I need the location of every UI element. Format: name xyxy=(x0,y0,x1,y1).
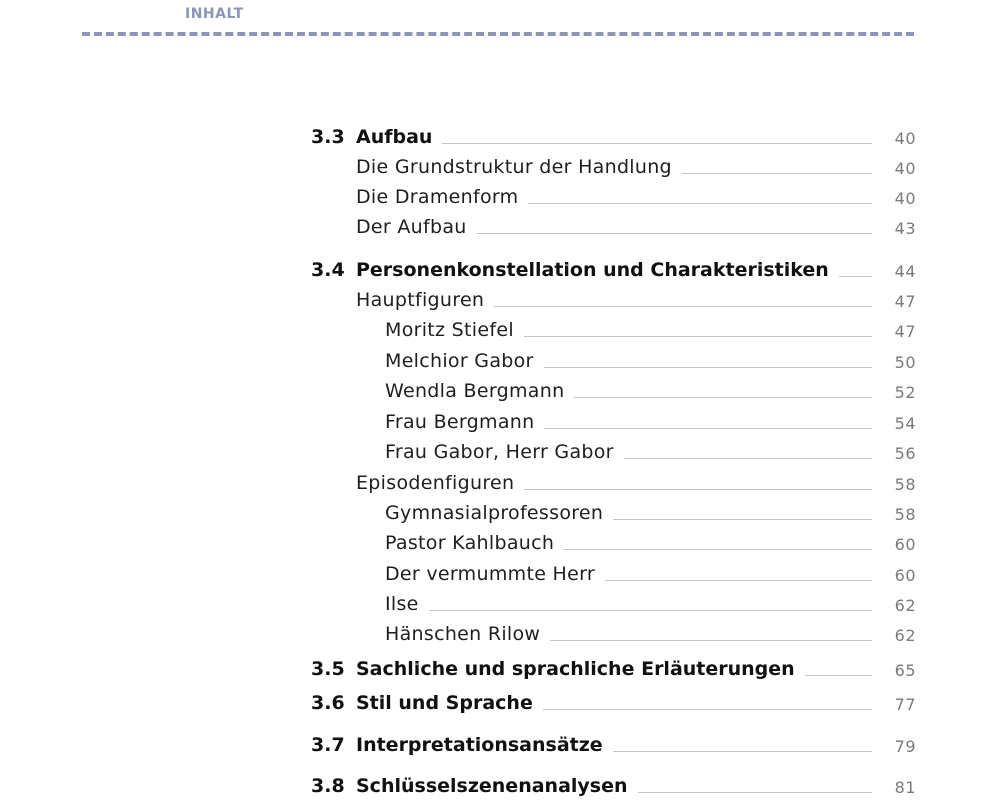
page-number: 77 xyxy=(894,695,916,714)
page-number: 62 xyxy=(894,596,916,615)
page-number: 40 xyxy=(894,159,916,178)
page-number: 60 xyxy=(894,535,916,554)
character-entry-title: Melchior Gabor xyxy=(385,346,544,376)
toc-entry[interactable] xyxy=(0,182,1000,212)
toc-entry[interactable] xyxy=(0,376,1000,406)
toc-entry[interactable] xyxy=(0,688,1000,718)
section-number: 3.5 xyxy=(311,658,345,680)
subsection-title: Hauptfiguren xyxy=(356,285,494,315)
section-number: 3.8 xyxy=(311,775,345,797)
character-entry-title: Frau Bergmann xyxy=(385,407,544,437)
section-number: 3.7 xyxy=(311,734,345,756)
page-number: 65 xyxy=(894,661,916,680)
toc-entry[interactable] xyxy=(0,619,1000,649)
toc-entry[interactable] xyxy=(0,285,1000,315)
page-number: 47 xyxy=(894,322,916,341)
page-number: 43 xyxy=(894,219,916,238)
character-entry-title: Gymnasialprofessoren xyxy=(385,498,613,528)
section-title: Schlüsselszenenanalysen xyxy=(356,771,638,801)
toc-entry[interactable] xyxy=(0,407,1000,437)
section-title: Personenkonstellation und Charakteristiken xyxy=(356,255,839,285)
subsection-title: Die Grundstruktur der Handlung xyxy=(356,152,682,182)
toc-entry[interactable] xyxy=(0,498,1000,528)
toc-entry[interactable] xyxy=(0,255,1000,285)
character-entry-title: Der vermummte Herr xyxy=(385,559,605,589)
section-number: 3.4 xyxy=(311,259,345,281)
toc-entry[interactable] xyxy=(0,152,1000,182)
page-number: 44 xyxy=(894,262,916,281)
toc-entry[interactable] xyxy=(0,654,1000,684)
toc-entry[interactable] xyxy=(0,468,1000,498)
character-entry-title: Moritz Stiefel xyxy=(385,315,524,345)
character-entry-title: Pastor Kahlbauch xyxy=(385,528,564,558)
page-number: 62 xyxy=(894,626,916,645)
section-number: 3.6 xyxy=(311,692,345,714)
page-number: 47 xyxy=(894,292,916,311)
toc-entry[interactable] xyxy=(0,122,1000,152)
section-title: Interpretationsansätze xyxy=(356,730,613,760)
section-number: 3.3 xyxy=(311,126,345,148)
page-number: 54 xyxy=(894,414,916,433)
character-entry-title: Ilse xyxy=(385,589,429,619)
page-number: 40 xyxy=(894,129,916,148)
subsection-title: Der Aufbau xyxy=(356,212,477,242)
section-header-label: INHALT xyxy=(185,6,244,22)
toc-entry[interactable] xyxy=(0,346,1000,376)
page-number: 52 xyxy=(894,383,916,402)
page-number: 79 xyxy=(894,737,916,756)
toc-entry[interactable] xyxy=(0,730,1000,760)
toc-entry[interactable] xyxy=(0,528,1000,558)
section-title: Aufbau xyxy=(356,122,442,152)
page-number: 50 xyxy=(894,353,916,372)
subsection-title: Die Dramenform xyxy=(356,182,528,212)
page-number: 81 xyxy=(894,778,916,797)
toc-entry[interactable] xyxy=(0,212,1000,242)
page-number: 58 xyxy=(894,475,916,494)
toc-entry[interactable] xyxy=(0,315,1000,345)
dot-leader xyxy=(385,610,872,611)
toc-entry[interactable] xyxy=(0,437,1000,467)
character-entry-title: Hänschen Rilow xyxy=(385,619,550,649)
character-entry-title: Wendla Bergmann xyxy=(385,376,574,406)
subsection-title: Episodenfiguren xyxy=(356,468,524,498)
toc-entry[interactable] xyxy=(0,559,1000,589)
character-entry-title: Frau Gabor, Herr Gabor xyxy=(385,437,624,467)
toc-entry[interactable] xyxy=(0,589,1000,619)
toc-entry[interactable] xyxy=(0,771,1000,801)
page-number: 56 xyxy=(894,444,916,463)
page-number: 40 xyxy=(894,189,916,208)
section-title: Sachliche und sprachliche Erläuterungen xyxy=(356,654,805,684)
page-number: 60 xyxy=(894,566,916,585)
section-title: Stil und Sprache xyxy=(356,688,543,718)
page-number: 58 xyxy=(894,505,916,524)
